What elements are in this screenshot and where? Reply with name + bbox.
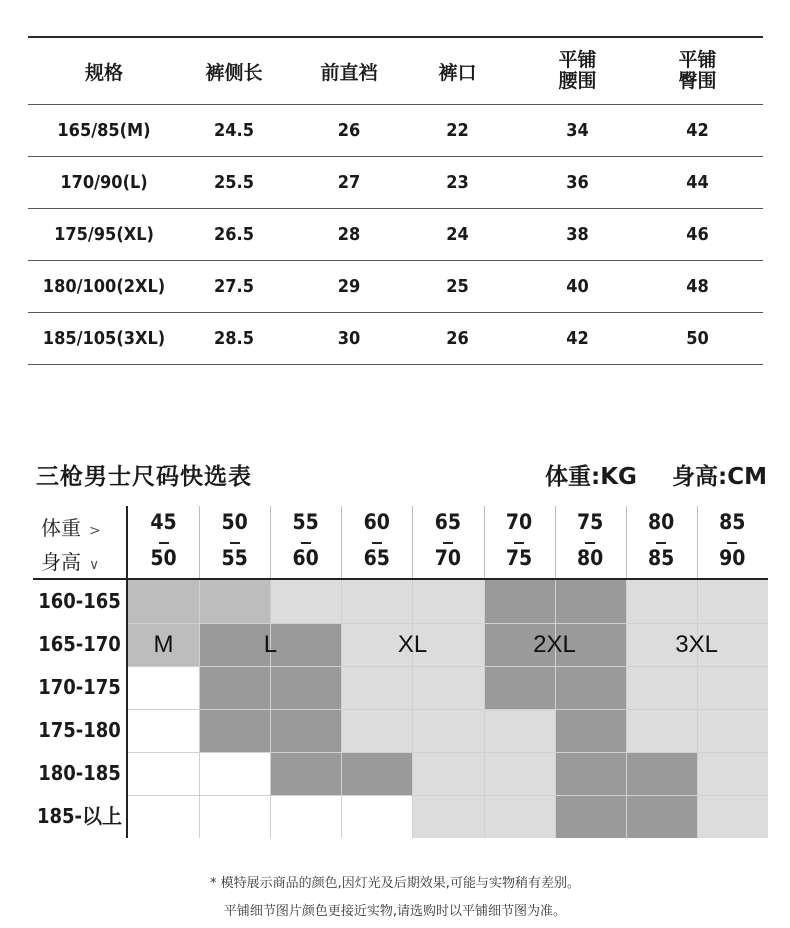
cell-front-rise: 28 bbox=[337, 224, 361, 245]
size-cell bbox=[199, 580, 271, 623]
size-zone-label-m: M bbox=[153, 630, 174, 658]
weight-range-end: 55 bbox=[221, 546, 248, 570]
header-front-rise: 前直裆 bbox=[320, 61, 378, 84]
cell-front-rise: 26 bbox=[337, 120, 361, 141]
size-cell bbox=[697, 752, 769, 795]
weight-range-start: 75 bbox=[576, 510, 604, 534]
size-zone-label-2xl: 2XL bbox=[533, 630, 576, 658]
size-cell bbox=[128, 795, 200, 838]
header-column-divider bbox=[697, 506, 698, 578]
size-zone-label-3xl: 3XL bbox=[675, 630, 718, 658]
weight-range-dash bbox=[301, 542, 311, 544]
size-cell bbox=[341, 795, 413, 838]
size-cell bbox=[412, 752, 484, 795]
header-bottom-rule bbox=[33, 578, 768, 580]
cell-leg-opening: 25 bbox=[446, 276, 469, 297]
grid-row-line bbox=[128, 666, 768, 667]
weight-range-start: 70 bbox=[505, 510, 533, 534]
size-cell bbox=[341, 666, 413, 709]
weight-range-end: 80 bbox=[576, 546, 604, 570]
weight-column-header bbox=[626, 506, 697, 578]
weight-range-dash bbox=[443, 542, 453, 544]
cell-side-length: 27.5 bbox=[214, 276, 254, 297]
size-cell bbox=[555, 752, 627, 795]
size-cell bbox=[199, 752, 271, 795]
weight-range-dash bbox=[372, 542, 382, 544]
header-column-divider bbox=[484, 506, 485, 578]
size-cell bbox=[270, 752, 342, 795]
size-cell bbox=[199, 795, 271, 838]
chooser-title: 三枪男士尺码快选表 bbox=[36, 464, 252, 490]
header-side-length: 裤侧长 bbox=[205, 61, 263, 84]
cell-spec: 170/90(L) bbox=[60, 172, 148, 193]
size-cell bbox=[484, 580, 556, 623]
header-column-divider bbox=[270, 506, 271, 578]
weight-range-dash bbox=[585, 542, 595, 544]
weight-range-end: 75 bbox=[505, 546, 533, 570]
header-column-divider bbox=[199, 506, 200, 578]
height-row-label: 180-185 bbox=[38, 761, 121, 785]
cell-spec: 165/85(M) bbox=[57, 120, 151, 141]
weight-column-header bbox=[697, 506, 768, 578]
size-cell bbox=[128, 666, 200, 709]
cell-front-rise: 29 bbox=[337, 276, 361, 297]
table-row bbox=[28, 209, 763, 260]
footnote-line-1: * 模特展示商品的颜色,因灯光及后期效果,可能与实物稍有差别。 bbox=[210, 876, 580, 891]
size-cell bbox=[484, 752, 556, 795]
size-zone-label-l: L bbox=[263, 630, 278, 658]
size-cell bbox=[626, 709, 698, 752]
grid-row-line bbox=[128, 795, 768, 796]
weight-range-end: 70 bbox=[434, 546, 462, 570]
size-cell bbox=[412, 795, 484, 838]
header-spec: 规格 bbox=[84, 61, 123, 84]
header-waist-line2: 腰围 bbox=[558, 70, 597, 92]
cell-spec: 180/100(2XL) bbox=[42, 276, 166, 297]
cell-waist: 34 bbox=[566, 120, 589, 141]
size-cell bbox=[128, 580, 200, 623]
table-row bbox=[28, 105, 763, 156]
size-cell bbox=[484, 709, 556, 752]
height-row-label: 160-165 bbox=[38, 589, 121, 613]
size-cell bbox=[199, 709, 271, 752]
weight-column-header bbox=[199, 506, 270, 578]
weight-range-dash bbox=[514, 542, 524, 544]
header-hip-line2: 臀围 bbox=[678, 70, 717, 92]
height-row-label: 175-180 bbox=[38, 718, 121, 742]
size-cell bbox=[484, 795, 556, 838]
grid-row-line bbox=[128, 623, 768, 624]
header-column-divider bbox=[626, 506, 627, 578]
size-cell bbox=[270, 623, 342, 666]
weight-range-end: 60 bbox=[292, 546, 319, 570]
size-cell bbox=[199, 666, 271, 709]
corner-weight-text: 体重 bbox=[41, 516, 81, 540]
table-row bbox=[28, 157, 763, 208]
size-cell bbox=[270, 709, 342, 752]
cell-leg-opening: 22 bbox=[446, 120, 469, 141]
size-cell bbox=[697, 709, 769, 752]
cell-hip: 42 bbox=[686, 120, 709, 141]
grid-row-line bbox=[128, 752, 768, 753]
cell-hip: 50 bbox=[686, 328, 709, 349]
weight-unit-label: 体重:KG bbox=[545, 464, 637, 490]
header-column-divider bbox=[555, 506, 556, 578]
table-row bbox=[28, 261, 763, 312]
corner-height-label bbox=[41, 546, 99, 575]
height-unit-label: 身高:CM bbox=[672, 464, 767, 490]
weight-range-start: 85 bbox=[719, 510, 746, 534]
weight-range-dash bbox=[159, 542, 169, 544]
header-hip bbox=[650, 50, 745, 92]
size-cell bbox=[412, 709, 484, 752]
size-cell bbox=[697, 795, 769, 838]
weight-range-start: 80 bbox=[648, 510, 675, 534]
weight-column-header bbox=[270, 506, 341, 578]
weight-column-header bbox=[555, 506, 626, 578]
footnote-line-2: 平铺细节图片颜色更接近实物,请选购时以平铺细节图为准。 bbox=[223, 904, 567, 919]
cell-hip: 46 bbox=[686, 224, 709, 245]
weight-range-end: 50 bbox=[150, 546, 177, 570]
size-cell bbox=[626, 752, 698, 795]
table-bottom-rule bbox=[28, 364, 763, 365]
weight-range-end: 90 bbox=[719, 546, 746, 570]
weight-column-header bbox=[341, 506, 412, 578]
cell-waist: 40 bbox=[566, 276, 589, 297]
cell-side-length: 28.5 bbox=[214, 328, 254, 349]
size-cell bbox=[341, 580, 413, 623]
size-cell bbox=[626, 666, 698, 709]
size-cell bbox=[128, 752, 200, 795]
header-hip-line1: 平铺 bbox=[678, 49, 717, 71]
size-zone-label-xl: XL bbox=[397, 630, 428, 658]
header-waist bbox=[505, 50, 650, 92]
cell-leg-opening: 23 bbox=[446, 172, 469, 193]
chevron-right-icon: > bbox=[89, 523, 101, 539]
cell-waist: 36 bbox=[566, 172, 589, 193]
weight-range-dash bbox=[230, 542, 240, 544]
cell-front-rise: 27 bbox=[337, 172, 361, 193]
size-cell bbox=[412, 666, 484, 709]
size-cell bbox=[270, 580, 342, 623]
size-cell bbox=[270, 795, 342, 838]
size-cell bbox=[555, 666, 627, 709]
weight-range-dash bbox=[656, 542, 666, 544]
size-cell bbox=[626, 795, 698, 838]
size-cell bbox=[484, 666, 556, 709]
weight-range-dash bbox=[727, 542, 737, 544]
size-cell bbox=[341, 752, 413, 795]
weight-column-header bbox=[484, 506, 555, 578]
size-cell bbox=[697, 666, 769, 709]
weight-range-start: 65 bbox=[434, 510, 462, 534]
spec-table bbox=[28, 36, 763, 365]
header-column-divider bbox=[341, 506, 342, 578]
cell-side-length: 25.5 bbox=[214, 172, 254, 193]
cell-spec: 175/95(XL) bbox=[54, 224, 154, 245]
weight-range-start: 60 bbox=[363, 510, 390, 534]
header-column-divider bbox=[412, 506, 413, 578]
cell-spec: 185/105(3XL) bbox=[42, 328, 166, 349]
height-axis-line bbox=[126, 506, 128, 838]
size-cell bbox=[199, 623, 271, 666]
size-cell bbox=[555, 580, 627, 623]
cell-waist: 38 bbox=[566, 224, 589, 245]
size-cell bbox=[128, 709, 200, 752]
height-row-label: 165-170 bbox=[38, 632, 121, 656]
size-cell bbox=[270, 666, 342, 709]
height-row-label: 170-175 bbox=[38, 675, 121, 699]
cell-leg-opening: 26 bbox=[446, 328, 469, 349]
size-cell bbox=[555, 709, 627, 752]
weight-range-end: 85 bbox=[648, 546, 675, 570]
grid-row-line bbox=[128, 709, 768, 710]
weight-column-header bbox=[412, 506, 483, 578]
weight-range-start: 45 bbox=[150, 510, 177, 534]
weight-range-start: 55 bbox=[292, 510, 319, 534]
header-waist-line1: 平铺 bbox=[558, 49, 597, 71]
chevron-down-icon: ∨ bbox=[89, 557, 100, 573]
weight-range-start: 50 bbox=[221, 510, 248, 534]
cell-hip: 44 bbox=[686, 172, 709, 193]
header-leg-opening: 裤口 bbox=[438, 61, 477, 84]
table-row bbox=[28, 313, 763, 364]
size-cell bbox=[697, 580, 769, 623]
corner-weight-label bbox=[41, 512, 101, 541]
size-cell bbox=[341, 709, 413, 752]
weight-column-header bbox=[128, 506, 199, 578]
size-cell bbox=[626, 580, 698, 623]
cell-front-rise: 30 bbox=[337, 328, 361, 349]
size-cell bbox=[555, 795, 627, 838]
table-header-row bbox=[28, 38, 763, 104]
cell-waist: 42 bbox=[566, 328, 589, 349]
cell-side-length: 24.5 bbox=[214, 120, 254, 141]
corner-height-text: 身高 bbox=[41, 550, 81, 574]
size-cell bbox=[412, 580, 484, 623]
cell-hip: 48 bbox=[686, 276, 709, 297]
size-chooser-grid bbox=[33, 506, 768, 836]
cell-leg-opening: 24 bbox=[446, 224, 469, 245]
cell-side-length: 26.5 bbox=[214, 224, 254, 245]
height-row-label: 185-以上 bbox=[36, 804, 123, 828]
weight-range-end: 65 bbox=[363, 546, 390, 570]
